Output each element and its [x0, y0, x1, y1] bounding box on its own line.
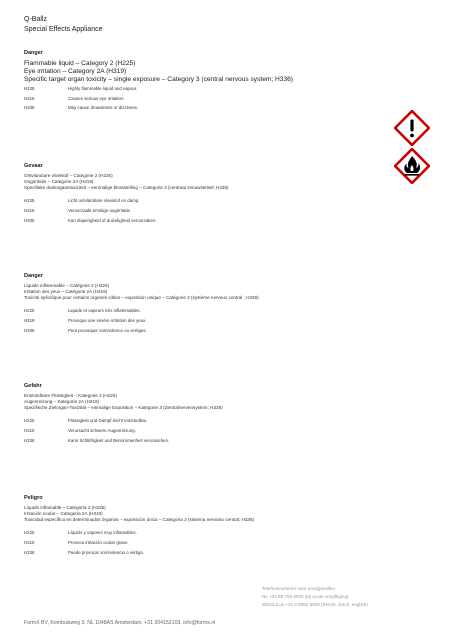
section-danger-en — [24, 50, 374, 115]
hazard-statement — [24, 105, 374, 110]
emergency-contact — [262, 585, 368, 609]
flame-icon — [394, 148, 430, 184]
classification-line: Irritación ocular – Categoría 2A (H319) — [24, 511, 103, 516]
hazard-text: Causes serious eye irritation. — [68, 95, 125, 101]
emergency-phone-nl: NL +31 88 755 8000 (bij acute vergiftiging) — [262, 594, 349, 599]
exclamation-mark-icon — [394, 110, 430, 146]
section-title: Gevaar — [24, 163, 43, 169]
hazard-statements — [24, 308, 374, 333]
product-name: Special Effects Appliance — [24, 26, 103, 33]
classification-line: Spezifische Zielorgan-Toxizität – einmalige Exposition – Kategorie 3 (Zentralnervensystem; H336) — [24, 405, 223, 410]
hazard-code: H225 — [24, 86, 35, 91]
classification-line: Flammable liquid – Category 2 (H225) — [24, 60, 136, 67]
hazard-code: H225 — [24, 418, 35, 423]
hazard-text: May cause drowsiness or dizziness. — [68, 105, 139, 110]
classification-line: Entzündbare Flüssigkeit – Kategorie 2 (H225) — [24, 393, 117, 398]
hazard-statement — [24, 428, 374, 433]
classification-line: Oogirritatie – Categorie 2A (H319) — [24, 179, 94, 184]
hazard-text: Licht ontvlambare vloeistof en damp. — [68, 198, 140, 203]
section-peligro-es — [24, 495, 374, 560]
classification-line: Líquido inflamable – Categoría 2 (H225) — [24, 505, 106, 510]
hazard-code: H319 — [24, 95, 35, 101]
section-title: Peligro — [24, 495, 43, 501]
classification-line: Specifieke doelorgaantoxiciteit – eenmalige blootstelling – Categorie 3 (centraal zenuwstelsel; H336) — [24, 185, 229, 190]
hazard-text: Provoca irritación ocular grave. — [68, 540, 129, 545]
document-header — [24, 15, 102, 35]
hazard-text: Flüssigkeit und Dampf leicht entzündbar. — [68, 418, 148, 423]
hazard-statement — [24, 530, 374, 535]
hazard-statement — [24, 218, 374, 223]
classification-line: Irritation des yeux – Catégorie 2A (H319) — [24, 289, 108, 294]
section-title: Danger — [24, 50, 43, 56]
hazard-text: Kan slaperigheid of duizeligheid veroorzaken. — [68, 218, 157, 223]
hazard-statement — [24, 308, 374, 313]
emergency-phone-be: BE/NL/Lux +32 3 8092 6800 (french, dutch, english) — [262, 602, 368, 607]
hazard-statement — [24, 208, 374, 213]
hazard-code: H319 — [24, 208, 35, 213]
emergency-label: Telefoonnummer voor noodgevallen — [262, 586, 336, 591]
hazard-code: H336 — [24, 438, 35, 443]
hazard-code: H225 — [24, 198, 35, 203]
hazard-statement — [24, 418, 374, 423]
hazard-code: H225 — [24, 530, 35, 535]
hazard-statement — [24, 198, 374, 203]
hazard-text: Puede provocar somnolencia o vértigo. — [68, 550, 145, 555]
section-gefahr-de — [24, 383, 374, 448]
hazard-statement — [24, 96, 374, 101]
hazard-code: H336 — [24, 328, 35, 333]
section-title: Danger — [24, 273, 43, 279]
section-danger-fr — [24, 273, 374, 338]
hazard-statement — [24, 318, 374, 323]
ghs-pictograms — [394, 110, 434, 186]
hazard-statement — [24, 438, 374, 443]
section-title: Gefahr — [24, 383, 42, 389]
classification-line: Specific target organ toxicity – single exposure – Category 3 (central nervous system; H336) — [24, 76, 294, 83]
classification-line: Ontvlambare vloeistof – Categorie 2 (H225) — [24, 173, 113, 178]
hazard-text: Kann Schläfrigkeit und Benommenheit verursachen. — [68, 438, 170, 443]
hazard-statements — [24, 198, 374, 223]
classification-line: Toxicidad específica en determinados órganos – exposición única – Categoría 3 (sistema nervioso central; H336) — [24, 517, 255, 522]
hazard-statement — [24, 86, 374, 91]
hazard-statement — [24, 540, 374, 545]
hazard-code: H225 — [24, 308, 35, 313]
hazard-text: Highly flammable liquid and vapour. — [68, 86, 138, 91]
section-gevaar-nl — [24, 163, 374, 228]
hazard-text: Veroorzaakt ernstige oogirritatie. — [68, 208, 132, 213]
hazard-code: H336 — [24, 218, 35, 223]
classification-line: Augenreizung – Kategorie 2A (H319) — [24, 399, 100, 404]
hazard-code: H336 — [24, 550, 35, 555]
hazard-code: H319 — [24, 318, 35, 323]
hazard-code: H319 — [24, 540, 35, 545]
hazard-statement — [24, 328, 374, 333]
hazard-text: Liquide et vapeurs très inflammables. — [68, 308, 141, 313]
hazard-statements — [24, 418, 374, 443]
hazard-text: Líquido y vapores muy inflamables. — [68, 530, 137, 535]
company-name: Q-Ballz — [24, 16, 47, 23]
footer-address: FormX BV, Kombuisweg 3, NL 1048AS Amsterdam, +31 204152103, info@formx.nl — [24, 620, 216, 626]
hazard-code: H336 — [24, 105, 35, 110]
hazard-text: Provoque une sévère irritation des yeux. — [68, 318, 147, 323]
classification-line: Toxicité spécifique pour certains organes cibles – exposition unique – Catégorie 3 (système nerveux central ; H336) — [24, 295, 259, 300]
hazard-text: Verursacht schwere Augenreizung. — [68, 428, 136, 433]
hazard-statement — [24, 550, 374, 555]
hazard-code: H319 — [24, 428, 35, 433]
hazard-statements — [24, 530, 374, 555]
classification-line: Liquide inflammable – Catégorie 2 (H225) — [24, 283, 110, 288]
hazard-statements — [24, 86, 374, 110]
classification-line: Eye irritation – Category 2A (H319) — [24, 68, 127, 75]
hazard-text: Peut provoquer somnolence ou vertiges. — [68, 328, 147, 333]
